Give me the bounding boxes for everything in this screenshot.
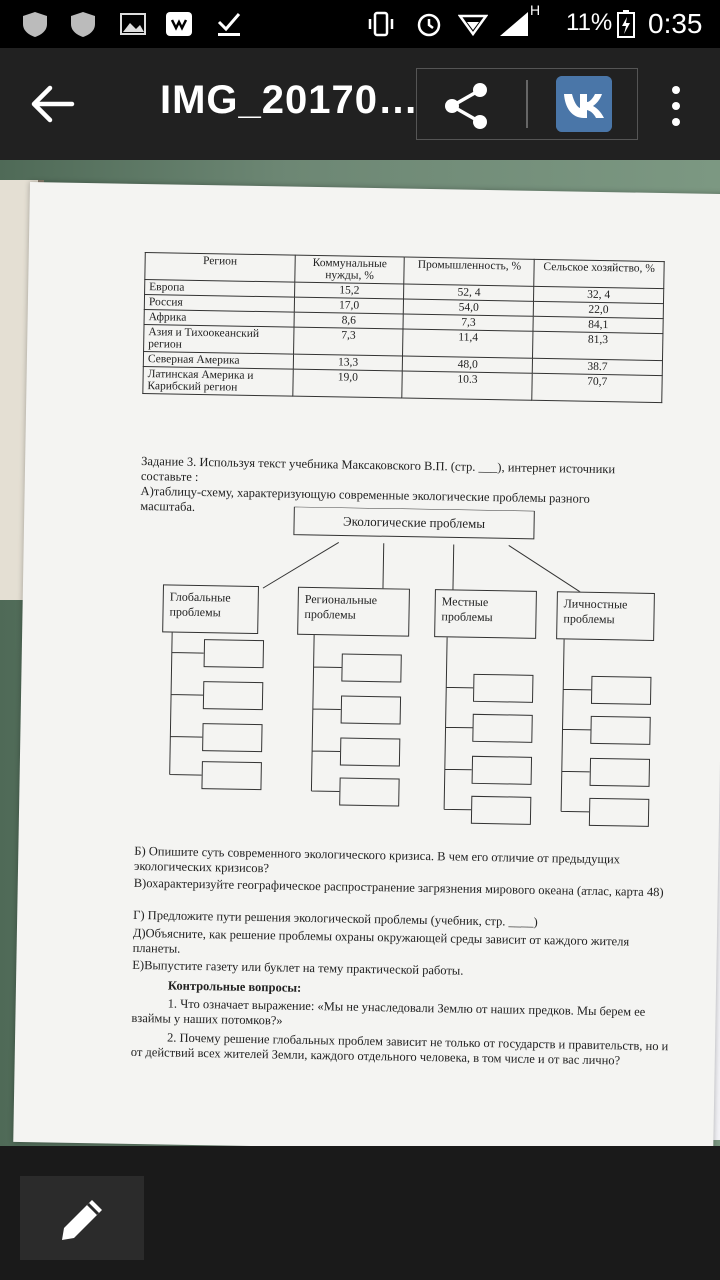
table-cell: Северная Америка xyxy=(143,352,293,370)
table-cell: 38.7 xyxy=(532,358,662,375)
shield-icon xyxy=(68,10,98,38)
table-cell: 32, 4 xyxy=(534,286,664,303)
empty-box xyxy=(471,796,531,825)
diagram-connectors xyxy=(139,504,705,844)
page-title: IMG_20170… xyxy=(160,78,420,122)
empty-box xyxy=(341,654,401,683)
table-cell: 17,0 xyxy=(294,297,404,314)
empty-box xyxy=(473,674,533,703)
table-cell: 70,7 xyxy=(532,373,662,402)
photo-view[interactable] xyxy=(0,160,720,1146)
app-notification-icon xyxy=(164,10,194,38)
table-header: Промышленность, % xyxy=(404,257,534,286)
table-header: Коммунальные нужды, % xyxy=(295,255,405,284)
status-bar xyxy=(0,0,720,48)
empty-box xyxy=(472,756,532,785)
empty-box xyxy=(339,777,399,806)
table-cell: 7,3 xyxy=(293,327,403,356)
question-1: 1. Что означает выражение: «Мы не унаследовали Землю от наших предков. Мы берем ее взаймы у наших потомков?» xyxy=(131,996,646,1028)
table-cell: 54,0 xyxy=(404,299,534,316)
table-cell: 52, 4 xyxy=(404,284,534,301)
empty-box xyxy=(589,798,649,827)
branch-regional: Региональные проблемы xyxy=(297,587,410,637)
task-b-text: Б) Опишите суть современного экологического кризиса. В чем его отличие от предыдущих экологических кризисов? xyxy=(133,843,621,876)
table-cell: Европа xyxy=(145,280,295,298)
more-options-icon[interactable] xyxy=(668,84,684,128)
table-cell: 22,0 xyxy=(533,301,663,318)
document-page xyxy=(13,182,720,1146)
table-header: Регион xyxy=(145,253,295,283)
toolbar-divider xyxy=(526,80,528,128)
image-icon xyxy=(118,10,148,38)
empty-box xyxy=(590,716,650,745)
task-e-text: Е)Выпустите газету или буклет на тему практической работы. xyxy=(132,957,464,978)
wifi-icon xyxy=(458,10,488,38)
battery-percent: 11% xyxy=(566,9,613,36)
share-icon[interactable] xyxy=(440,80,492,132)
branch-local: Местные проблемы xyxy=(434,589,537,639)
table-cell: 15,2 xyxy=(294,282,404,299)
empty-box xyxy=(472,714,532,743)
back-arrow-icon[interactable] xyxy=(28,82,78,126)
alarm-icon xyxy=(414,10,444,38)
data-table xyxy=(142,252,664,403)
bottom-bar xyxy=(0,1146,720,1280)
table-cell: 81,3 xyxy=(533,331,663,360)
empty-box xyxy=(341,696,401,725)
branch-global: Глобальные проблемы xyxy=(162,584,259,634)
table-cell: 11,4 xyxy=(403,329,533,358)
table-cell: 10.3 xyxy=(402,371,532,400)
vk-share-icon[interactable] xyxy=(556,76,612,132)
vibrate-icon xyxy=(366,10,396,38)
empty-box xyxy=(202,723,262,752)
table-cell: 84,1 xyxy=(533,316,663,333)
table-cell: Азия и Тихоокеанский регион xyxy=(144,325,294,355)
table-cell: 13,3 xyxy=(293,354,403,371)
empty-box xyxy=(340,738,400,767)
table-cell: 48,0 xyxy=(403,356,533,373)
table-cell: Россия xyxy=(144,295,294,313)
download-done-icon xyxy=(214,10,244,38)
task-3-text: Задание 3. Используя текст учебника Максаковского В.П. (стр. ___), интернет источники составьте : xyxy=(140,453,616,484)
task-g-text: Г) Предложите пути решения экологической проблемы (учебник, стр. ____) xyxy=(133,907,538,929)
empty-box xyxy=(204,639,264,668)
task-d-text: Д)Объясните, как решение проблемы охраны окружающей среды зависит от каждого жителя планеты. xyxy=(132,925,630,956)
app-bar xyxy=(0,48,720,160)
table-cell: 19,0 xyxy=(293,369,403,398)
control-questions-title: Контрольные вопросы: xyxy=(167,978,302,995)
battery-charging-icon xyxy=(614,10,638,38)
table-cell: Африка xyxy=(144,310,294,328)
problems-diagram xyxy=(139,504,705,844)
empty-box xyxy=(203,681,263,710)
pencil-icon xyxy=(56,1194,108,1246)
network-type: H xyxy=(530,2,541,18)
table-cell: 7,3 xyxy=(403,314,533,331)
clock: 0:35 xyxy=(648,8,703,39)
table-header: Сельское хозяйство, % xyxy=(534,259,664,288)
task-a-text: А)таблицу-схему, характеризующую современные экологические проблемы разного масштаба. xyxy=(140,483,590,514)
edit-button[interactable] xyxy=(20,1176,144,1260)
question-2: 2. Почему решение глобальных проблем зависит не только от государств и правительств, но и от действий всех жителей Земли, каждого отдельного человека, в том числе и от вас лично? xyxy=(130,1030,669,1068)
empty-box xyxy=(591,676,651,705)
branch-personal: Личностные проблемы xyxy=(556,591,655,641)
table-cell: Латинская Америка и Карибский регион xyxy=(143,367,293,397)
shield-icon xyxy=(20,10,50,38)
task-v-text: В)охарактеризуйте географическое распространение загрязнения мирового океана (атлас, карта 48) xyxy=(133,875,664,900)
empty-box xyxy=(201,761,261,790)
diagram-root: Экологические проблемы xyxy=(342,513,486,531)
table-cell: 8,6 xyxy=(294,312,404,329)
empty-box xyxy=(590,758,650,787)
